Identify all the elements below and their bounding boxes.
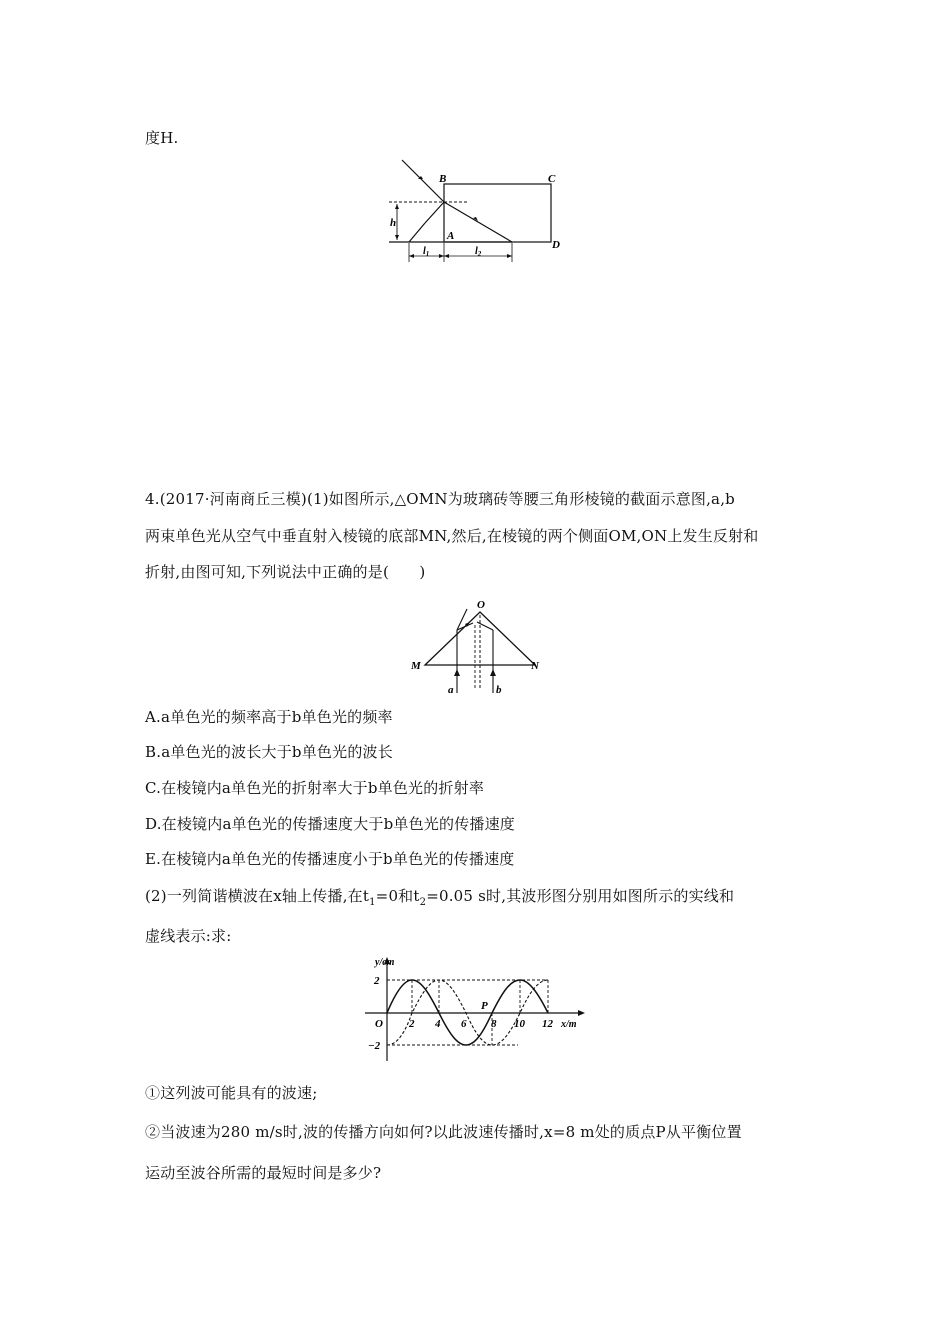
- text-line: 两束单色光从空气中垂直射入棱镜的底部MN,然后,在棱镜的两个侧面OM,ON上发生反射和: [145, 527, 759, 545]
- text-line: ①这列波可能具有的波速;: [145, 1084, 318, 1102]
- label-D: D: [552, 239, 560, 251]
- label-A: A: [447, 230, 455, 242]
- tick-x: 2: [409, 1018, 415, 1030]
- label-N: N: [531, 660, 539, 672]
- refraction-figure: [385, 155, 565, 265]
- text-line option-e: E.在棱镜内a单色光的传播速度小于b单色光的传播速度: [145, 850, 515, 868]
- label-l2: $l_2$: [475, 246, 482, 258]
- axis-label-y: y/cm: [375, 957, 395, 968]
- text-line: 运动至波谷所需的最短时间是多少?: [145, 1164, 382, 1182]
- prism-figure: [405, 597, 550, 697]
- label-C: C: [548, 173, 556, 185]
- label-P: P: [481, 1000, 488, 1012]
- label-a: a: [448, 684, 454, 696]
- text-line option-c: C.在棱镜内a单色光的折射率大于b单色光的折射率: [145, 779, 485, 797]
- label-b: b: [496, 684, 502, 696]
- tick-y-neg: −2: [368, 1040, 381, 1052]
- tick-x: 8: [491, 1018, 497, 1030]
- label-M: M: [411, 660, 421, 672]
- text-line option-b: B.a单色光的波长大于b单色光的波长: [145, 743, 393, 761]
- label-B: B: [439, 173, 447, 185]
- tick-y-pos: 2: [374, 975, 380, 987]
- tick-x: 6: [461, 1018, 467, 1030]
- text-line: 度H.: [145, 129, 179, 147]
- label-h: h: [390, 217, 397, 229]
- wave-figure: [363, 955, 593, 1065]
- tick-x: 12: [542, 1018, 553, 1030]
- text-line: ②当波速为280 m/s时,波的传播方向如何?以此波速传播时,x=8 m处的质点P从平衡位置: [145, 1123, 742, 1141]
- text-line: 虚线表示:求:: [145, 927, 232, 945]
- text-line: 折射,由图可知,下列说法中正确的是( ): [145, 563, 426, 581]
- label-origin: O: [375, 1018, 383, 1030]
- text-line option-d: D.在棱镜内a单色光的传播速度大于b单色光的传播速度: [145, 815, 516, 833]
- text-line: (2)一列简谐横波在x轴上传播,在$t_1=0$和$t_2=0.05$ s时,其波形图分别用如图所示的实线和: [145, 887, 735, 908]
- label-l1: $l_1$: [423, 246, 430, 258]
- label-O: O: [477, 599, 485, 611]
- text-line: 4.(2017·河南商丘三模)(1)如图所示,△OMN为玻璃砖等腰三角形棱镜的截面示意图,a,b: [145, 490, 735, 508]
- tick-x: 4: [435, 1018, 441, 1030]
- text-line option-a: A.a单色光的频率高于b单色光的频率: [145, 708, 393, 726]
- tick-x: 10: [514, 1018, 525, 1030]
- axis-label-x: x/m: [561, 1019, 577, 1030]
